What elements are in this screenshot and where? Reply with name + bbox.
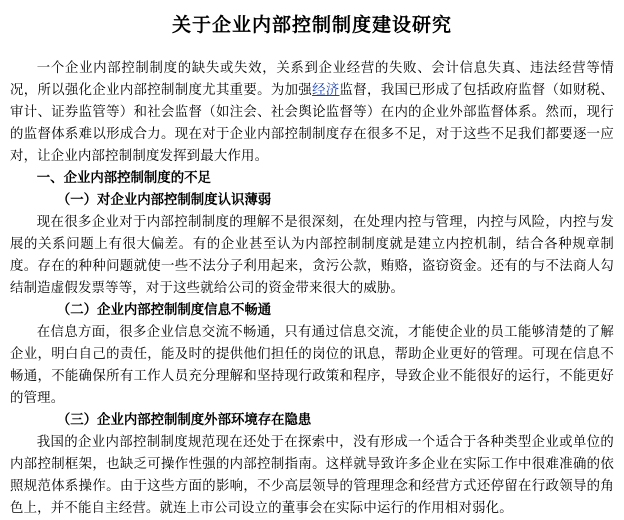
- paragraph-information-flow: 在信息方面，很多企业信息交流不畅通，只有通过信息交流，才能使企业的员工能够清楚的了解企业，明白自己的责任，能及时的提供他们担任的岗位的讯息，帮助企业更好的管理。可现在信息不畅通，不能确保所有工作人员充分理解和坚持现行政策和程序，导致企业不能很好的运行，不能更好的管理。: [10, 325, 614, 406]
- subheading-weak-understanding: （一）对企业内部控制制度认识薄弱: [56, 193, 272, 208]
- intro-text-part2: 监督，我国已形成了包括政府监督（如财税、审计、证券监管等）和社会监督（如注会、社会舆论监督等）在内的企业外部监督体系。然而，现行的监督体系难以形成合力。现在对于企业内部控制制度存在很多不足，对于这些不足我们都要逐一应对，让企业内部控制制度发挥到最大作用。: [10, 83, 614, 164]
- economy-link[interactable]: 经济: [312, 83, 340, 98]
- intro-text-part1: 一个企业内部控制制度的缺失或失效，关系到企业经营的失败、会计信息失真、违法经营等情况，所以强化企业内部控制制度尤其重要。为加强: [10, 61, 614, 98]
- subheading-information-flow: （二）企业内部控制制度信息不畅通: [56, 303, 272, 318]
- paragraph-external-environment: 我国的企业内部控制制度规范现在还处于在探索中，没有形成一个适合于各种类型企业或单位的内部控制框架，也缺乏可操作性强的内部控制指南。这样就导致许多企业在实际工作中很难准确的依照规范体系操作。由于这些方面的影响，不少高层领导的管理理念和经营方式还停留在行政领导的角色上，并不能自主经营。就连上市公司设立的董事会在实际中运行的作用相对弱化。: [10, 435, 614, 516]
- intro-paragraph: [10, 58, 614, 168]
- subheading-external-environment: （三）企业内部控制制度外部环境存在隐患: [56, 413, 312, 428]
- section-heading-shortcomings: 一、企业内部控制制度的不足: [36, 171, 211, 186]
- paragraph-weak-understanding: 现在很多企业对于内部控制制度的理解不是很深刻，在处理内控与管理，内控与风险，内控与发展的关系问题上有很大偏差。有的企业甚至认为内部控制制度就是建立内控机制，结合各种规章制度。存在的种种问题就使一些不法分子利用起来，贪污公款，贿赂，盗窃资金。还有的与不法商人勾结制造虚假发票等等，对于这些就给公司的资金带来很大的威胁。: [10, 215, 614, 296]
- document-title: 关于企业内部控制制度建设研究: [171, 14, 452, 36]
